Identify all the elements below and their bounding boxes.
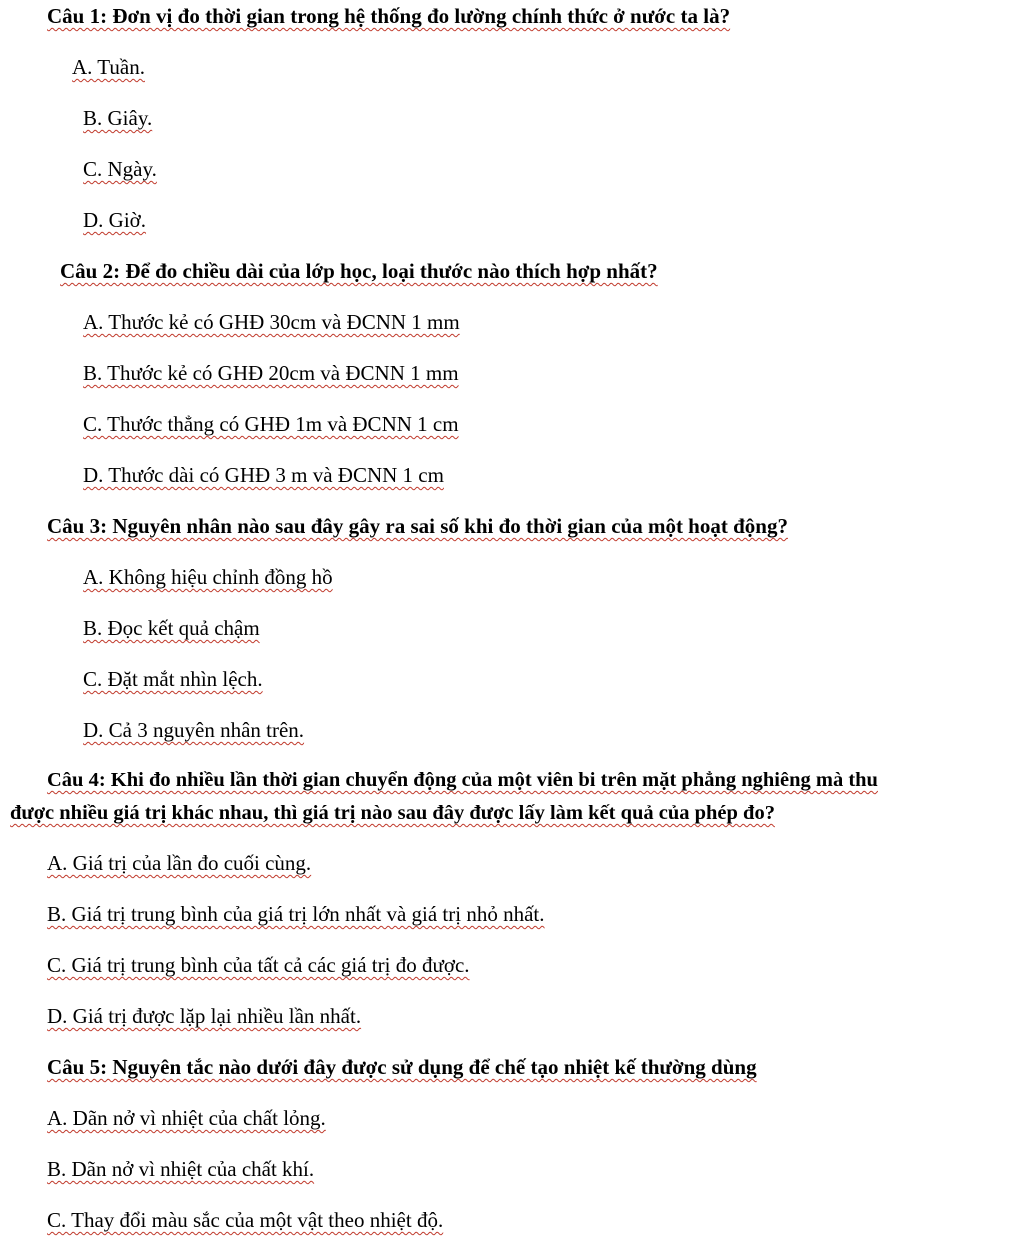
question-4-title-line-2: được nhiều giá trị khác nhau, thì giá trị nào sau đây được lấy làm kết quả của phép đo?: [10, 802, 775, 824]
question-2-option-c: C. Thước thẳng có GHĐ 1m và ĐCNN 1 cm: [83, 412, 459, 436]
question-2-title: Câu 2: Để đo chiều dài của lớp học, loại thước nào thích hợp nhất?: [60, 259, 658, 283]
question-1-option-b: B. Giây.: [83, 106, 153, 130]
question-5-option-b: B. Dãn nở vì nhiệt của chất khí.: [47, 1157, 315, 1181]
question-2-option-a: A. Thước kẻ có GHĐ 30cm và ĐCNN 1 mm: [83, 310, 460, 334]
question-1-option-a: A. Tuần.: [72, 55, 145, 79]
question-4-option-a: A. Giá trị của lần đo cuối cùng.: [47, 851, 312, 875]
question-3-option-a: A. Không hiệu chỉnh đồng hồ: [83, 565, 333, 589]
question-1-option-d: D. Giờ.: [83, 208, 147, 232]
question-2-option-d: D. Thước dài có GHĐ 3 m và ĐCNN 1 cm: [83, 463, 444, 487]
question-4-option-b: B. Giá trị trung bình của giá trị lớn nhất và giá trị nhỏ nhất.: [47, 902, 545, 926]
question-3-option-d: D. Cả 3 nguyên nhân trên.: [83, 718, 305, 742]
question-3-option-b: B. Đọc kết quả chậm: [83, 616, 260, 640]
question-4-option-d: D. Giá trị được lặp lại nhiều lần nhất.: [47, 1004, 362, 1028]
question-1-option-c: C. Ngày.: [83, 157, 157, 181]
question-5-option-a: A. Dãn nở vì nhiệt của chất lỏng.: [47, 1106, 326, 1130]
question-4-title-line-1: Câu 4: Khi đo nhiều lần thời gian chuyển động của một viên bi trên mặt phẳng nghiêng mà thu: [47, 769, 878, 791]
question-5-title: Câu 5: Nguyên tắc nào dưới đây được sử dụng để chế tạo nhiệt kế thường dùng: [47, 1055, 757, 1079]
question-4-option-c: C. Giá trị trung bình của tất cả các giá trị đo được.: [47, 953, 470, 977]
question-3-title: Câu 3: Nguyên nhân nào sau đây gây ra sai số khi đo thời gian của một hoạt động?: [47, 514, 788, 538]
question-3-option-c: C. Đặt mắt nhìn lệch.: [83, 667, 263, 691]
question-2-option-b: B. Thước kẻ có GHĐ 20cm và ĐCNN 1 mm: [83, 361, 459, 385]
question-5-option-c: C. Thay đổi màu sắc của một vật theo nhiệt độ.: [47, 1208, 444, 1232]
question-1-title: Câu 1: Đơn vị đo thời gian trong hệ thống đo lường chính thức ở nước ta là?: [47, 4, 731, 28]
